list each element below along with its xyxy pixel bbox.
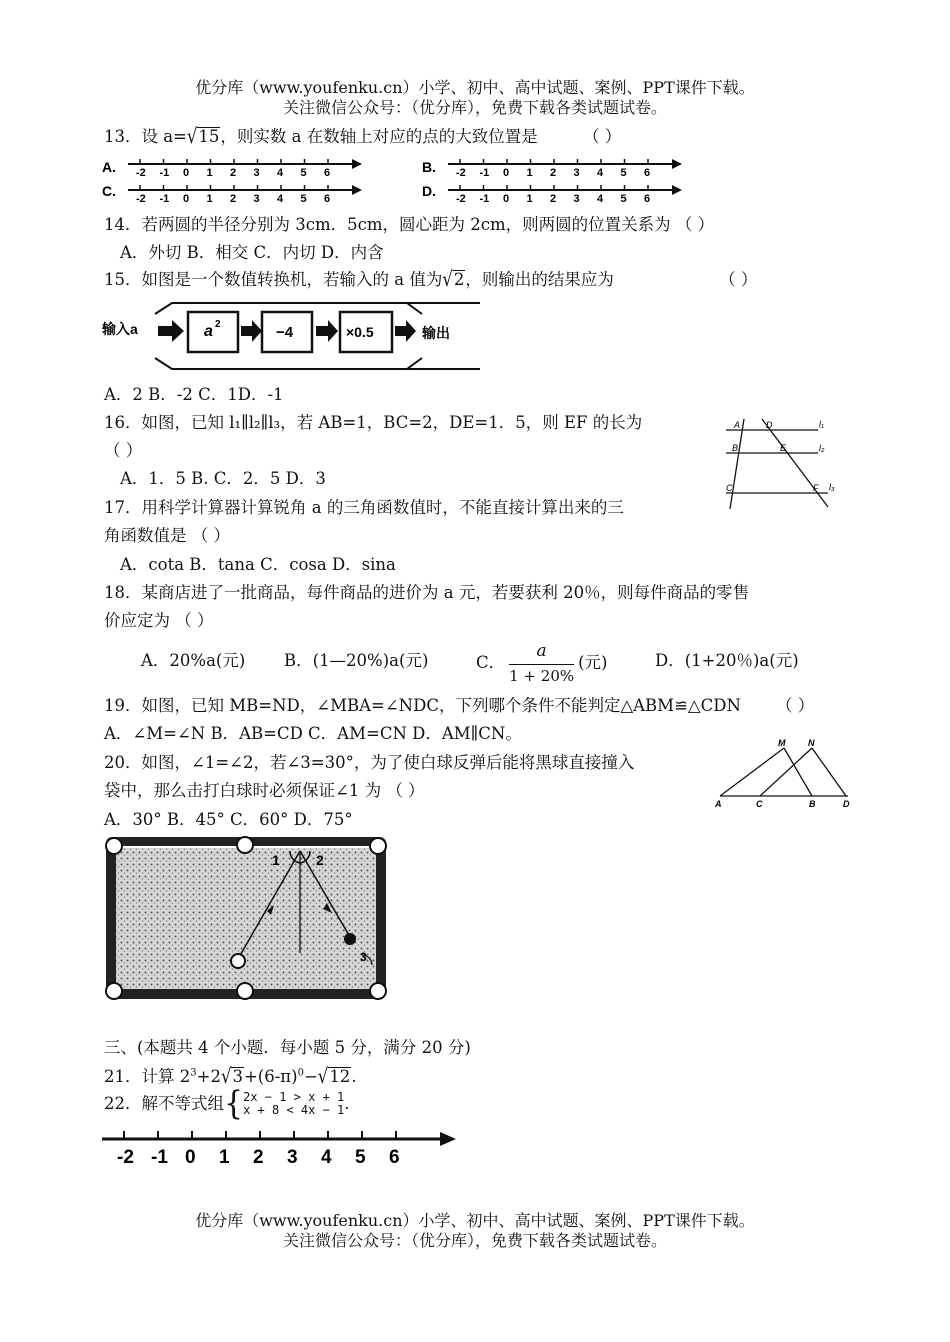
arrow-2	[241, 320, 262, 342]
svg-text:a: a	[204, 323, 213, 340]
tick-label: 4	[277, 167, 284, 179]
tick-label: 1	[219, 1147, 230, 1168]
tick-label: 2	[550, 167, 557, 179]
q19-paren: （ ）	[776, 696, 815, 715]
footer-line-1: 优分库（www.youfenku.cn）小学、初中、高中试题、案例、PPT课件下载。	[195, 1211, 755, 1230]
q22-stem: 22．解不等式组{ 2x − 1 > x + 1 x + 8 < 4x − 1 .	[104, 1084, 350, 1123]
converter-output-label: 输出	[422, 325, 450, 341]
svg-text:D: D	[766, 420, 773, 430]
q21-expression: 21．计算 $2^3+2√3+(6-\pi)^0-√12$.	[104, 1064, 357, 1089]
q19-stem: 19．如图，已知 MB=ND，∠MBA=∠NDC，下列哪个条件不能判定△ABM≌△CDN	[104, 696, 741, 715]
section-3-title: 三、(本题共 4 个小题．每小题 5 分，满分 20 分)	[104, 1038, 471, 1057]
svg-text:C: C	[756, 799, 763, 809]
white-ball	[231, 954, 245, 968]
svg-text:l₁: l₁	[819, 419, 824, 429]
q20-options: A．30° B．45° C．60° D．75°	[104, 810, 353, 829]
arrow-4	[395, 320, 416, 342]
svg-text:A: A	[734, 420, 741, 430]
q20-billiard-table-figure	[102, 833, 392, 1008]
tick-label: -1	[151, 1147, 168, 1168]
tick-label: 3	[253, 193, 260, 205]
q16-parallel-lines-figure	[720, 415, 845, 515]
q13-option-c	[102, 183, 362, 205]
q17-line-2: 角函数值是 （ ）	[104, 526, 230, 545]
q15-stem: 15．如图是一个数值转换机，若输入的 a 值为√2，则输出的结果应为 （ ）	[104, 267, 758, 292]
tick-label: 2	[230, 193, 237, 205]
svg-text:B: B	[732, 443, 739, 453]
q22-number-line	[100, 1125, 460, 1175]
tick-label: 1	[526, 167, 533, 179]
q17-line-1: 17．用科学计算器计算锐角 a 的三角函数值时，不能直接计算出来的三	[104, 498, 624, 517]
tick-label: 0	[503, 193, 510, 205]
angle-3-label: 3	[360, 950, 367, 964]
tick-label: -1	[159, 167, 170, 179]
tick-label: 4	[277, 193, 284, 205]
tick-label: -2	[456, 193, 466, 205]
tick-label: 5	[300, 167, 307, 179]
box-square	[188, 312, 238, 352]
tick-label: -2	[136, 193, 146, 205]
black-ball	[344, 933, 356, 945]
number-line-a	[128, 159, 362, 179]
q19-triangles-figure	[712, 736, 857, 810]
q13-stem: 13．设 a=√15，则实数 a 在数轴上对应的点的大致位置是 （ ）	[104, 124, 622, 149]
tick-label: 3	[573, 193, 580, 205]
tick-label: 6	[644, 167, 651, 179]
q16-paren: （ ）	[104, 441, 143, 460]
tick-label: 1	[206, 193, 213, 205]
number-line-c	[128, 185, 362, 205]
footer-line-2: 关注微信公众号：（优分库），免费下载各类试题试卷。	[282, 1231, 667, 1250]
q20-line-2: 袋中，那么击打白球时必须保证∠1 为 （ ）	[104, 781, 425, 800]
tick-label: 1	[206, 167, 213, 179]
pocket-bottom-left	[106, 983, 122, 999]
tick-label: 3	[573, 167, 580, 179]
tick-label: 2	[550, 193, 557, 205]
svg-text:N: N	[808, 738, 815, 748]
tick-label: 0	[185, 1147, 196, 1168]
tick-label: -2	[456, 167, 466, 179]
q15-options: A．2 B．-2 C．1D．-1	[104, 385, 284, 404]
tick-label: 6	[324, 193, 331, 205]
axis-arrow	[352, 159, 362, 169]
pocket-bottom-right	[370, 983, 386, 999]
q18-line-2: 价应定为 （ ）	[104, 611, 214, 630]
tick-label: 6	[644, 193, 651, 205]
q18-option-c: C． $\frac{a}{1 + 20\%}$ (元)	[476, 641, 608, 685]
q18-option-d: D．(1+20％)a(元)	[655, 651, 799, 670]
q20-line-1: 20．如图，∠1=∠2，若∠3=30°，为了使白球反弹后能将黑球直接撞入	[104, 753, 635, 772]
tick-label: 6	[389, 1147, 400, 1168]
q16-stem: 16．如图，已知 l₁∥l₂∥l₃，若 AB=1，BC=2，DE=1．5，则 EF 的长为	[104, 413, 643, 432]
svg-text:M: M	[778, 738, 786, 748]
svg-text:−4: −4	[276, 324, 294, 341]
svg-text:E: E	[780, 443, 787, 453]
q19-options: A．∠M=∠N B．AB=CD C．AM=CN D．AM∥CN。	[104, 724, 522, 743]
svg-text:D.: D.	[422, 183, 436, 199]
table-felt	[116, 847, 376, 989]
tick-label: 4	[321, 1147, 332, 1168]
q13-number-lines	[100, 150, 700, 205]
tick-label: 0	[503, 167, 510, 179]
pocket-top-right	[370, 838, 386, 854]
tick-label: 4	[597, 193, 604, 205]
tick-label: 2	[253, 1147, 264, 1168]
q18-option-b: B．(1—20%)a(元)	[284, 651, 429, 670]
q13-option-b	[422, 159, 682, 179]
svg-text:C: C	[726, 483, 733, 493]
svg-text:A: A	[715, 799, 722, 809]
axis-arrow	[672, 185, 682, 195]
arrow-1	[158, 320, 184, 342]
number-line-b	[448, 159, 682, 179]
angle-2-label: 2	[316, 852, 324, 868]
q18-line-1: 18．某商店进了一批商品，每件商品的进价为 a 元，若要获利 20％，则每件商品的零售	[104, 583, 750, 602]
tick-label: 1	[526, 193, 533, 205]
tick-label: -1	[159, 193, 170, 205]
q17-options: A．cota B．tana C．cosa D．sina	[120, 555, 396, 574]
tick-label: 2	[230, 167, 237, 179]
q16-options: A．1．5 B. C．2．5 D．3	[120, 469, 326, 488]
svg-text:×0.5: ×0.5	[346, 324, 374, 340]
q15-converter-diagram	[100, 296, 480, 378]
converter-input-label: 输入a	[102, 321, 138, 337]
q13-option-d	[422, 183, 682, 205]
q18-option-a: A．20%a(元)	[141, 651, 246, 670]
tick-label: 6	[324, 167, 331, 179]
q13-option-a	[102, 159, 362, 179]
arrow-3	[316, 320, 338, 342]
pocket-top-left	[106, 838, 122, 854]
tick-label: 5	[355, 1147, 366, 1168]
header-line-2: 关注微信公众号：（优分库），免费下载各类试题试卷。	[282, 98, 667, 117]
tick-label: -1	[479, 167, 490, 179]
tick-label: -2	[136, 167, 146, 179]
svg-text:2: 2	[215, 319, 221, 330]
svg-text:B.: B.	[422, 159, 436, 175]
axis-arrow	[352, 185, 362, 195]
svg-text:l₂: l₂	[819, 443, 825, 453]
tick-label: 3	[287, 1147, 298, 1168]
header-line-1: 优分库（www.youfenku.cn）小学、初中、高中试题、案例、PPT课件下载。	[195, 78, 755, 97]
svg-text:B: B	[809, 799, 816, 809]
tick-label: 3	[253, 167, 260, 179]
svg-text:C.: C.	[102, 183, 116, 199]
tick-label: -2	[117, 1147, 134, 1168]
transversal-ac	[730, 419, 744, 509]
transversal-df	[762, 419, 828, 507]
pocket-bottom-middle	[237, 983, 253, 999]
axis-arrow	[672, 159, 682, 169]
tick-label: 5	[300, 193, 307, 205]
tick-label: 5	[620, 167, 627, 179]
tick-label: 5	[620, 193, 627, 205]
q14-options: A．外切 B．相交 C．内切 D．内含	[120, 243, 384, 262]
tick-label: -1	[479, 193, 490, 205]
svg-text:F: F	[813, 483, 819, 493]
q14-stem: 14．若两圆的半径分别为 3cm．5cm，圆心距为 2cm，则两圆的位置关系为 （ ）	[104, 215, 715, 234]
tick-label: 0	[183, 167, 190, 179]
svg-text:l₃: l₃	[829, 482, 835, 492]
number-line-d	[448, 185, 682, 205]
tick-label: 4	[597, 167, 604, 179]
converter-frame-bottom	[155, 358, 480, 369]
svg-text:A.: A.	[102, 159, 116, 175]
angle-1-label: 1	[272, 852, 280, 868]
svg-text:D: D	[843, 799, 850, 809]
pocket-top-middle	[237, 837, 253, 853]
tick-label: 0	[183, 193, 190, 205]
